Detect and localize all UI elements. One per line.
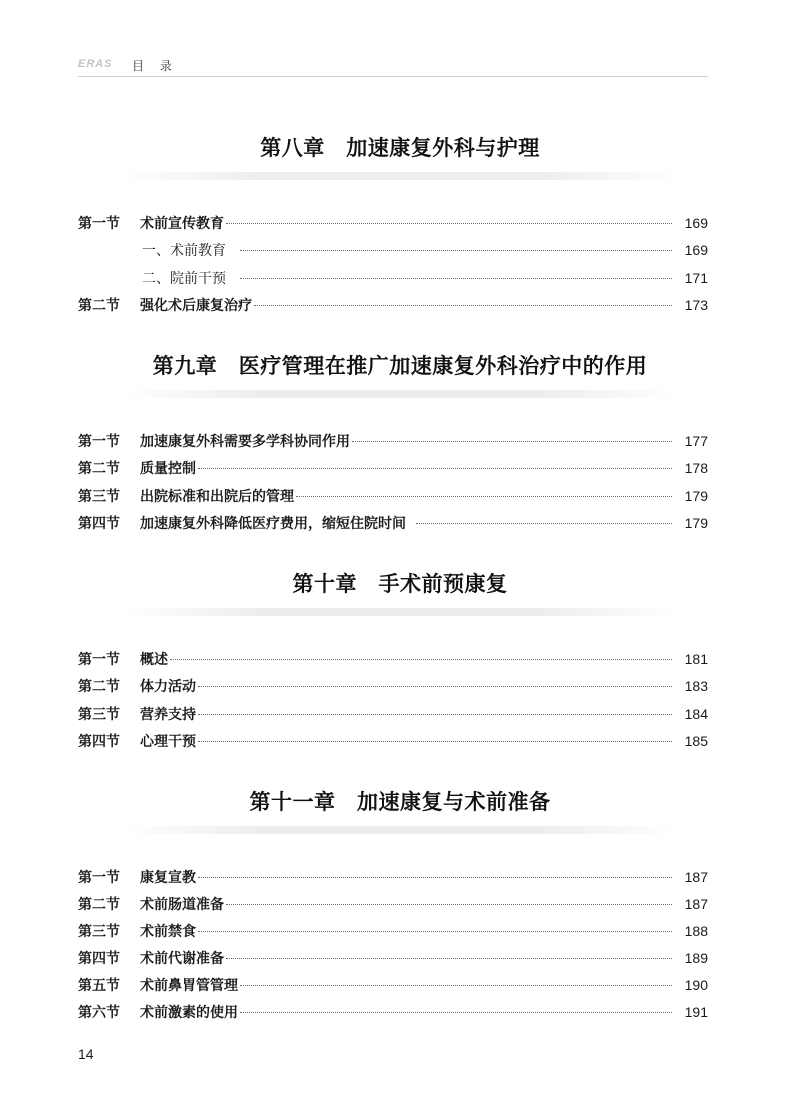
chapter-heading — [0, 350, 800, 398]
dot-leader — [352, 441, 672, 442]
toc-entry[interactable] — [78, 294, 708, 316]
toc-entry[interactable] — [78, 1001, 708, 1023]
section-number: 第一节 — [78, 652, 120, 668]
section-number: 第二节 — [78, 897, 120, 913]
entry-title: 术前禁食 — [140, 924, 196, 940]
page-ref: 177 — [684, 433, 708, 449]
page-ref: 178 — [684, 460, 708, 476]
page-ref: 184 — [684, 706, 708, 722]
toc-entry[interactable] — [78, 893, 708, 915]
page-ref: 183 — [684, 678, 708, 694]
dot-leader — [226, 223, 672, 224]
chapter-rule — [120, 608, 680, 616]
section-number: 第三节 — [78, 924, 120, 940]
toc-entry[interactable] — [78, 512, 708, 534]
dot-leader — [240, 250, 672, 251]
toc-entry[interactable] — [78, 730, 708, 752]
dot-leader — [170, 659, 672, 660]
header-title: 目 录 — [132, 59, 178, 73]
section-number: 第一节 — [78, 216, 120, 232]
page-ref: 187 — [684, 869, 708, 885]
brand-logo: ERAS — [78, 58, 113, 70]
page-ref: 179 — [684, 488, 708, 504]
page-number: 14 — [78, 1046, 94, 1062]
toc-entry[interactable] — [78, 457, 708, 479]
section-number: 第二节 — [78, 461, 120, 477]
dot-leader — [198, 686, 672, 687]
dot-leader — [198, 931, 672, 932]
page-ref: 179 — [684, 515, 708, 531]
page-ref: 181 — [684, 651, 708, 667]
chapter-rule — [120, 390, 680, 398]
toc-entry[interactable] — [78, 947, 708, 969]
page-ref: 190 — [684, 977, 708, 993]
section-number: 第六节 — [78, 1005, 120, 1021]
entry-title: 二、院前干预 — [142, 271, 226, 287]
entry-title: 营养支持 — [140, 707, 196, 723]
section-number: 第四节 — [78, 734, 120, 750]
chapter-title: 第十章 手术前预康复 — [292, 572, 508, 596]
chapter-title: 第十一章 加速康复与术前准备 — [249, 790, 551, 814]
toc-entry[interactable] — [78, 485, 708, 507]
toc-entry[interactable] — [78, 648, 708, 670]
section-number: 第二节 — [78, 298, 120, 314]
entry-title: 术前肠道准备 — [140, 897, 224, 913]
entry-title: 心理干预 — [140, 734, 196, 750]
dot-leader — [416, 523, 672, 524]
chapter-heading — [0, 786, 800, 834]
entry-title: 术前激素的使用 — [140, 1005, 238, 1021]
dot-leader — [198, 877, 672, 878]
chapter-title: 第八章 加速康复外科与护理 — [260, 136, 540, 160]
entry-title: 出院标准和出院后的管理 — [140, 489, 294, 505]
entry-title: 质量控制 — [140, 461, 196, 477]
toc-entry[interactable] — [78, 974, 708, 996]
entry-title: 康复宣教 — [140, 870, 196, 886]
toc-entry[interactable] — [78, 866, 708, 888]
section-number: 第一节 — [78, 434, 120, 450]
dot-leader — [254, 305, 672, 306]
page-ref: 188 — [684, 923, 708, 939]
dot-leader — [240, 985, 672, 986]
running-header — [78, 56, 708, 77]
section-number: 第三节 — [78, 489, 120, 505]
page-ref: 171 — [684, 270, 708, 286]
page-ref: 187 — [684, 896, 708, 912]
entry-title: 术前宣传教育 — [140, 216, 224, 232]
dot-leader — [240, 1012, 672, 1013]
entry-title: 术前代谢准备 — [140, 951, 224, 967]
chapter-title: 第九章 医疗管理在推广加速康复外科治疗中的作用 — [152, 354, 648, 378]
page-ref: 185 — [684, 733, 708, 749]
page-ref: 169 — [684, 215, 708, 231]
entry-title: 体力活动 — [140, 679, 196, 695]
chapter-heading — [0, 568, 800, 616]
dot-leader — [240, 278, 672, 279]
entry-title: 术前鼻胃管管理 — [140, 978, 238, 994]
section-number: 第三节 — [78, 707, 120, 723]
toc-entry[interactable] — [78, 703, 708, 725]
toc-entry[interactable] — [78, 267, 708, 289]
section-number: 第二节 — [78, 679, 120, 695]
dot-leader — [226, 958, 672, 959]
section-number: 第一节 — [78, 870, 120, 886]
chapter-heading — [0, 132, 800, 180]
toc-entry[interactable] — [78, 212, 708, 234]
chapter-rule — [120, 826, 680, 834]
dot-leader — [198, 468, 672, 469]
dot-leader — [296, 496, 672, 497]
entry-title: 加速康复外科降低医疗费用，缩短住院时间 — [140, 516, 406, 532]
toc-entry[interactable] — [78, 920, 708, 942]
entry-title: 加速康复外科需要多学科协同作用 — [140, 434, 350, 450]
toc-entry[interactable] — [78, 675, 708, 697]
dot-leader — [226, 904, 672, 905]
section-number: 第四节 — [78, 516, 120, 532]
page-ref: 191 — [684, 1004, 708, 1020]
toc-entry[interactable] — [78, 430, 708, 452]
chapter-rule — [120, 172, 680, 180]
toc-entry[interactable] — [78, 239, 708, 261]
page-ref: 189 — [684, 950, 708, 966]
page-ref: 173 — [684, 297, 708, 313]
dot-leader — [198, 741, 672, 742]
dot-leader — [198, 714, 672, 715]
entry-title: 一、术前教育 — [142, 243, 226, 259]
page-ref: 169 — [684, 242, 708, 258]
section-number: 第四节 — [78, 951, 120, 967]
entry-title: 概述 — [140, 652, 168, 668]
entry-title: 强化术后康复治疗 — [140, 298, 252, 314]
section-number: 第五节 — [78, 978, 120, 994]
